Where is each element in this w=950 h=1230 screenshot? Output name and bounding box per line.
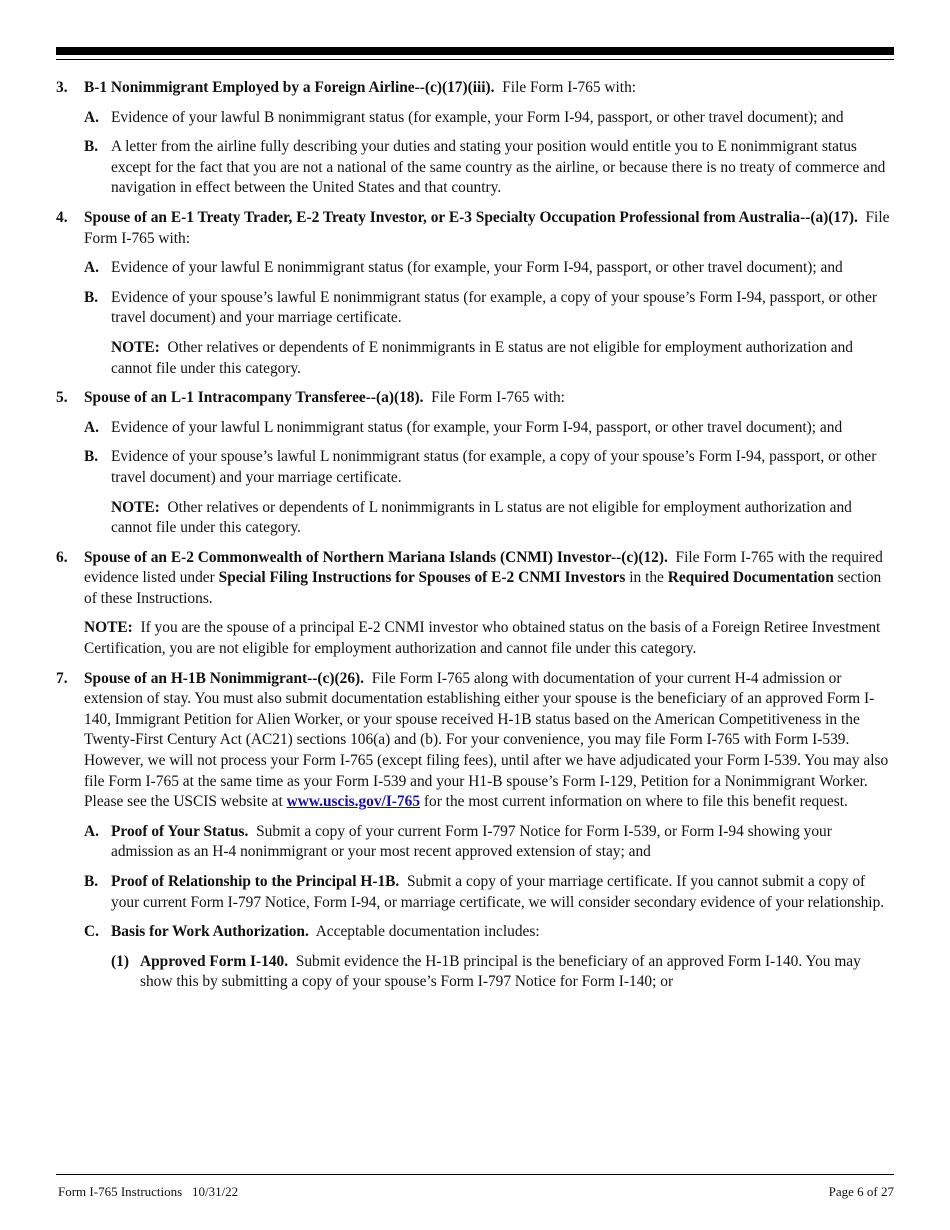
sub-text: Evidence of your lawful B nonimmigrant status (for example, your Form I-94, passport, or other travel document); and <box>111 108 844 126</box>
note-text: Other relatives or dependents of L nonimmigrants in L status are not eligible for employment authorization and cannot file under this category. <box>111 498 852 537</box>
sub-letter: B. <box>84 138 99 156</box>
item-text: File Form I-765 with: <box>431 389 565 407</box>
list-item-3 <box>56 78 896 199</box>
header-rule-thin <box>56 59 894 60</box>
document-body <box>56 78 896 1002</box>
sub-heading: Proof of Relationship to the Principal H-1B. <box>111 873 400 890</box>
sub-text: Evidence of your spouse’s lawful L nonimmigrant status (for example, a copy of your spouse’s Form I-94, passport, or other travel document) and your marriage certificate. <box>111 448 877 486</box>
item-text: for the most current information on where to file this benefit request. <box>423 793 848 811</box>
sub-text: A letter from the airline fully describing your duties and stating your position would entitle you to E nonimmigrant status except for the fact that you are not a national of the same country as the airline, or because there is no treaty of commerce and navigation in effect between the United States and that country. <box>111 138 886 197</box>
item-number: 7. <box>56 669 68 687</box>
sub-item-7b <box>84 872 896 913</box>
sub-item-4b <box>84 288 896 329</box>
sub-letter: A. <box>84 259 99 277</box>
sub-letter: B. <box>84 288 99 306</box>
note-label: NOTE: <box>111 338 160 356</box>
sub-text: Evidence of your spouse’s lawful E nonimmigrant status (for example, a copy of your spouse’s Form I-94, passport, or other travel document) and your marriage certificate. <box>111 288 877 327</box>
item-bold-ref: Special Filing Instructions for Spouses of E-2 CNMI Investors <box>218 569 626 587</box>
item-number: 3. <box>56 79 68 96</box>
sub-heading: Proof of Your Status. <box>111 822 249 840</box>
note-text: Other relatives or dependents of E nonimmigrants in E status are not eligible for employment authorization and cannot file under this category. <box>111 338 854 377</box>
footer-page-number: Page 6 of 27 <box>828 1184 894 1199</box>
sub-item-3b <box>84 137 896 199</box>
list-item-4 <box>56 208 896 379</box>
list-item-5 <box>56 388 896 539</box>
subsub-number: (1) <box>111 952 129 970</box>
list-item-7 <box>56 669 896 993</box>
item-text: File Form I-765 along with documentation of your current H-4 admission or extension of stay. You must also submit documentation establishing either your spouse is the beneficiary of an approved Form I-140, Immigrant Petition for Alien Worker, or your spouse received H-1B status based on the American Competitiveness in the Twenty-First Century Act (AC21) sections 106(a) and (b). For your convenience, you may file Form I-765 with Form I-539. However, we will not process your Form I-765 (except filing fees), until after we have adjudicated your Form I-539. You may also file Form I-765 at the same time as your Form I-539 and your H1-B spouse’s Form I-129, Petition for a Nonimmigrant Worker. Please see the USCIS website at <box>84 669 889 811</box>
sub-text: Evidence of your lawful E nonimmigrant status (for example, your Form I-94, passport, or other travel document); and <box>111 259 843 277</box>
header-rule-thick <box>56 47 894 55</box>
item-text: section of these Instructions. <box>84 569 882 607</box>
sub-text: Acceptable documentation includes: <box>315 923 540 941</box>
sub-item-7c-1 <box>111 952 896 993</box>
uscis-website-link[interactable]: www.uscis.gov/I-765 <box>286 793 421 811</box>
subsub-text: Submit evidence the H-1B principal is the beneficiary of an approved Form I-140. You may show this by submitting a copy of your spouse’s Form I-797 Notice for Form I-140; or <box>140 952 861 991</box>
item-heading: Spouse of an E-2 Commonwealth of Northern Mariana Islands (CNMI) Investor--(c)(12). <box>84 548 668 566</box>
sub-item-7a <box>84 822 896 863</box>
item-heading: Spouse of an H-1B Nonimmigrant--(c)(26). <box>84 669 365 687</box>
sub-item-3a <box>84 108 896 129</box>
note-text: If you are the spouse of a principal E-2 CNMI investor who obtained status on the basis of a Foreign Retiree Investment Certification, you are not eligible for employment authorization and cannot file under this category. <box>84 619 881 658</box>
sub-letter: A. <box>84 822 99 840</box>
sub-text: Submit a copy of your current Form I-797 Notice for Form I-539, or Form I-94 showing your admission as an H-4 nonimmigrant or your most recent approved extension of stay; and <box>111 822 832 861</box>
sub-text: Submit a copy of your marriage certificate. If you cannot submit a copy of your current Form I-797 Notice, Form I-94, or marriage certificate, we will consider secondary evidence of your relationship. <box>111 873 885 911</box>
sub-letter: B. <box>84 448 99 466</box>
sub-item-4a <box>84 258 896 279</box>
sub-item-5a <box>84 418 896 439</box>
note-label: NOTE: <box>111 498 160 516</box>
item-heading: Spouse of an L-1 Intracompany Transferee--(a)(18). <box>84 389 424 407</box>
item-heading: B-1 Nonimmigrant Employed by a Foreign Airline--(c)(17)(iii). <box>84 79 495 96</box>
sub-heading: Basis for Work Authorization. <box>111 923 309 941</box>
item-number: 4. <box>56 208 68 226</box>
footer-form-info: Form I-765 Instructions 10/31/22 <box>58 1184 239 1199</box>
sub-text: Evidence of your lawful L nonimmigrant status (for example, your Form I-94, passport, or other travel document); and <box>111 418 843 436</box>
note-4 <box>84 338 896 379</box>
item-number: 6. <box>56 548 68 566</box>
sub-item-7c <box>84 922 896 943</box>
footer-rule <box>56 1174 894 1175</box>
note-6 <box>84 618 896 659</box>
item-bold-ref: Required Documentation <box>667 569 834 587</box>
item-text: File Form I-765 with the required evidence listed under <box>84 548 883 587</box>
item-number: 5. <box>56 389 68 407</box>
note-label: NOTE: <box>84 619 133 637</box>
list-item-6 <box>56 548 896 660</box>
sub-letter: B. <box>84 873 99 890</box>
sub-letter: A. <box>84 418 99 436</box>
sub-item-5b <box>84 447 896 488</box>
item-text: File Form I-765 with: <box>84 208 890 247</box>
sub-letter: C. <box>84 923 99 941</box>
item-text: File Form I-765 with: <box>502 79 637 96</box>
item-heading: Spouse of an E-1 Treaty Trader, E-2 Treaty Investor, or E-3 Specialty Occupation Professional from Australia--(a)(17). <box>84 208 858 226</box>
item-text: in the <box>629 569 664 587</box>
sub-letter: A. <box>84 108 99 126</box>
note-5 <box>84 498 896 539</box>
subsub-heading: Approved Form I-140. <box>140 952 289 970</box>
